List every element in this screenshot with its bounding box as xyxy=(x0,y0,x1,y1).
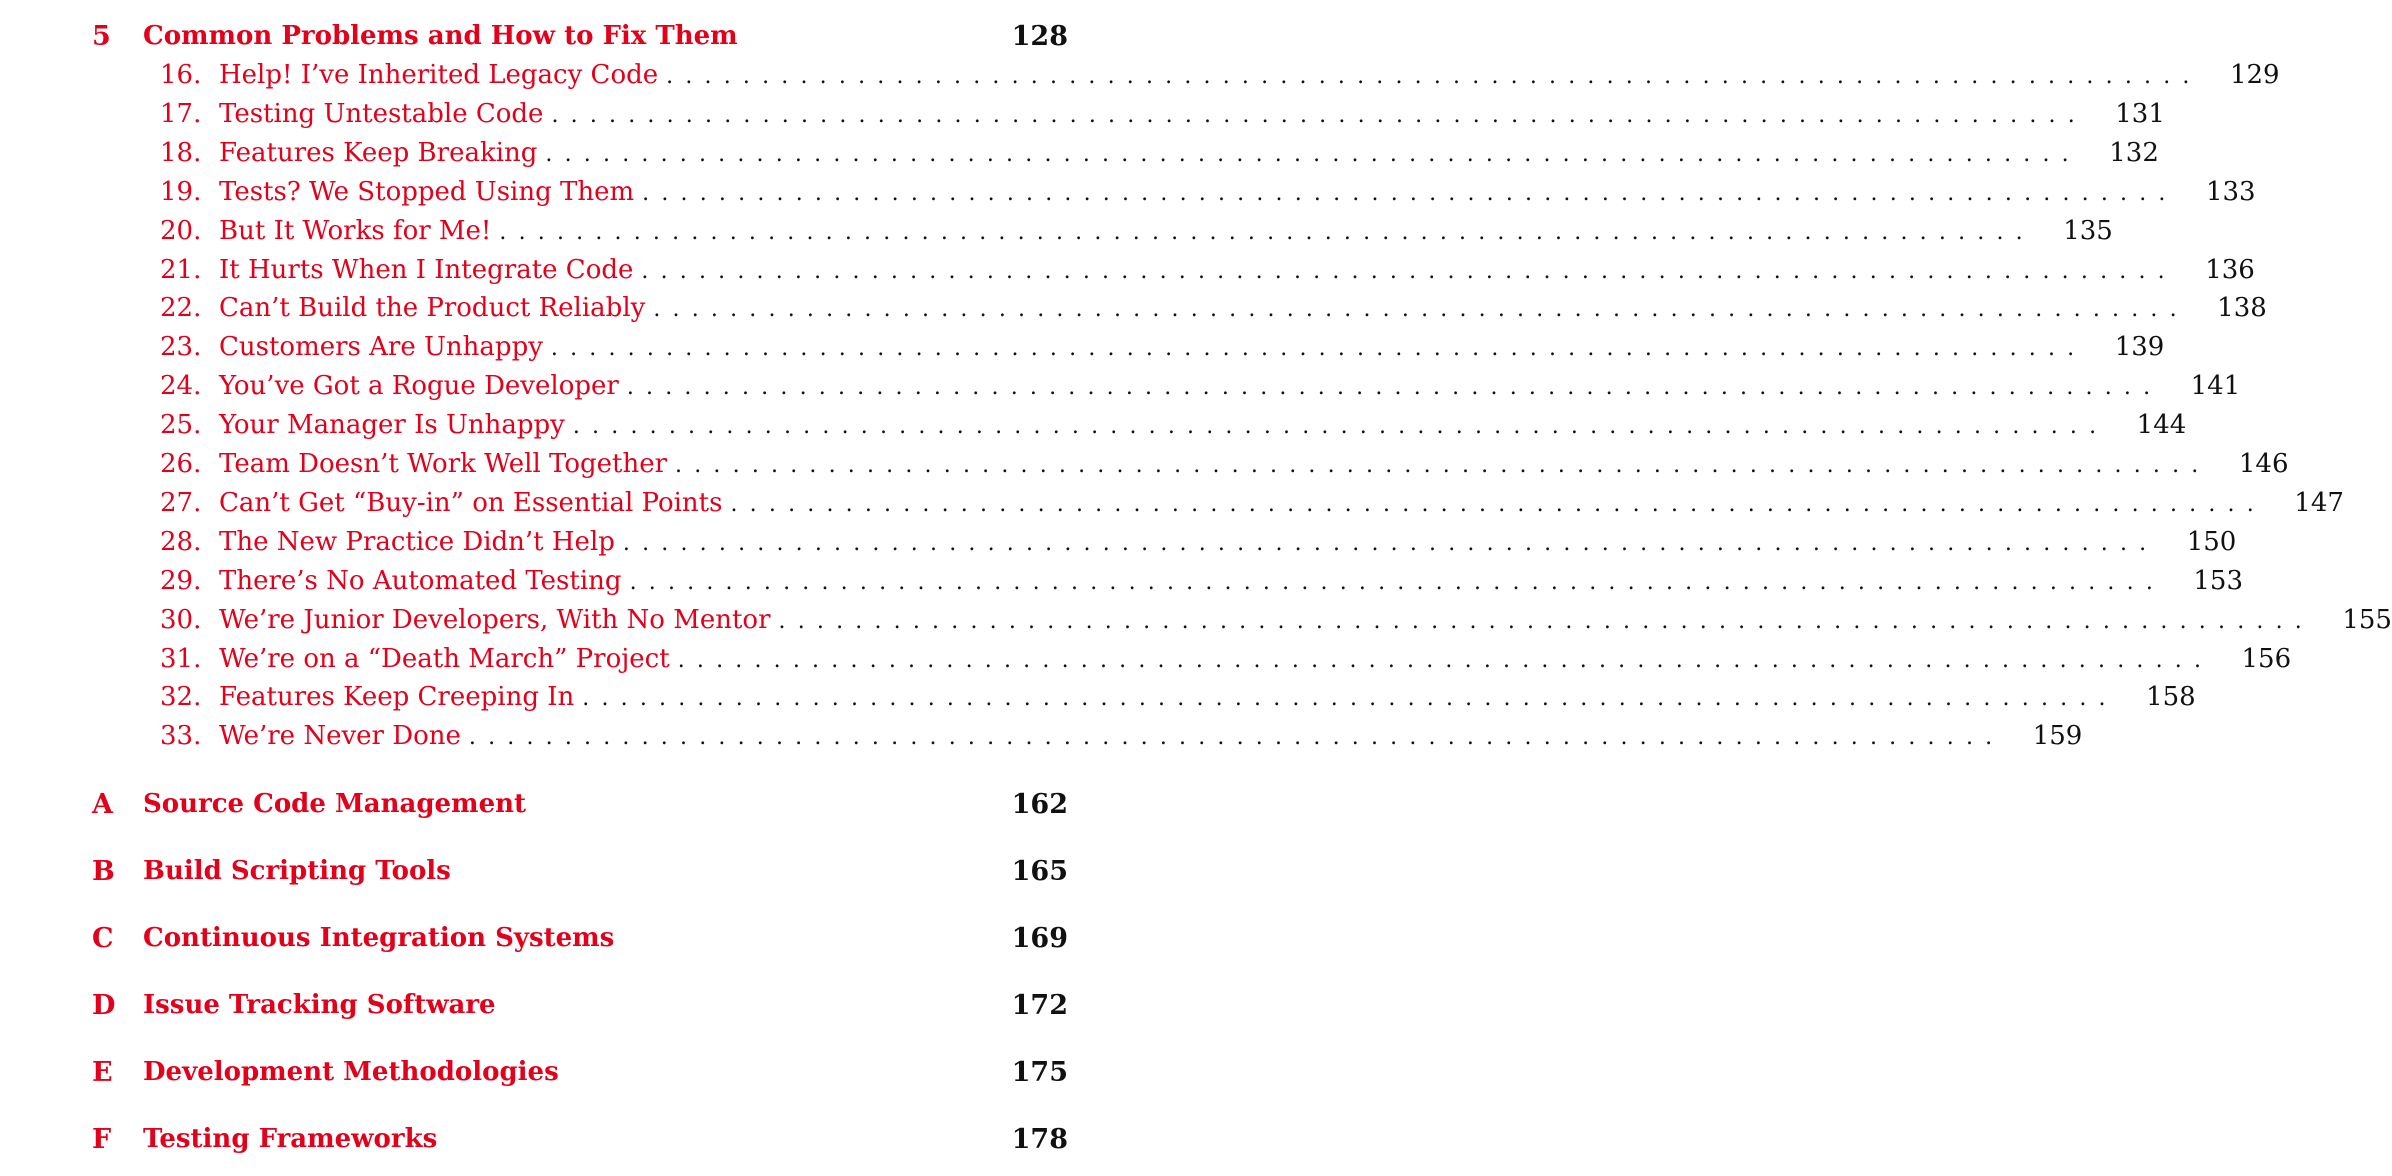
appendix-page: 162 xyxy=(1011,789,1068,820)
dot-leader: ................................................................................ xyxy=(622,530,2159,556)
appendix-title[interactable]: Build Scripting Tools xyxy=(143,856,451,886)
section-title[interactable]: We’re Never Done xyxy=(219,721,461,752)
appendix-title[interactable]: Testing Frameworks xyxy=(143,1124,438,1154)
section-page: 146 xyxy=(2238,449,2289,479)
section-number: 31. xyxy=(160,643,202,674)
section-number: 21. xyxy=(160,254,202,285)
appendix-entry[interactable] xyxy=(0,785,1238,824)
chapter-number: 5 xyxy=(92,21,111,52)
chapter-title[interactable]: Common Problems and How to Fix Them xyxy=(143,21,738,51)
section-entry[interactable] xyxy=(160,289,2267,328)
section-page: 129 xyxy=(2229,60,2280,90)
section-page: 131 xyxy=(2115,98,2165,129)
appendix-entry[interactable] xyxy=(0,986,1238,1025)
section-number: 32. xyxy=(160,682,202,713)
section-page: 139 xyxy=(2114,332,2165,363)
section-title[interactable]: Help! I’ve Inherited Legacy Code xyxy=(219,60,659,90)
dot-leader: ................................................................................ xyxy=(666,64,2202,89)
section-page: 133 xyxy=(2205,176,2256,207)
section-page: 156 xyxy=(2241,643,2292,674)
section-number: 33. xyxy=(160,721,202,752)
section-entry[interactable] xyxy=(160,717,2083,756)
section-title[interactable]: Can’t Get “Buy-in” on Essential Points xyxy=(219,487,723,518)
dot-leader: ................................................................................ xyxy=(778,608,2314,634)
section-title[interactable]: Your Manager Is Unhappy xyxy=(219,410,565,441)
section-number: 26. xyxy=(160,449,202,479)
dot-leader: ................................................................................ xyxy=(468,725,2005,751)
appendix-letter: C xyxy=(92,923,114,954)
section-title[interactable]: Can’t Build the Product Reliably xyxy=(219,293,646,324)
section-page: 138 xyxy=(2217,293,2267,324)
section-entry[interactable] xyxy=(160,251,2255,290)
appendix-letter: D xyxy=(92,990,116,1021)
section-number: 30. xyxy=(160,604,202,635)
section-page: 135 xyxy=(2063,215,2113,246)
appendix-letter: A xyxy=(92,789,113,820)
section-title[interactable]: Testing Untestable Code xyxy=(219,98,544,129)
appendix-entry[interactable] xyxy=(0,852,1238,891)
appendix-page: 175 xyxy=(1011,1057,1068,1088)
section-title[interactable]: Features Keep Creeping In xyxy=(219,682,575,713)
section-title[interactable]: There’s No Automated Testing xyxy=(219,565,622,596)
section-title[interactable]: Features Keep Breaking xyxy=(219,137,538,168)
section-entry[interactable] xyxy=(160,134,2159,173)
dot-leader: ................................................................................ xyxy=(551,102,2087,128)
appendix-page: 178 xyxy=(1011,1124,1068,1155)
section-entry[interactable] xyxy=(160,173,2256,212)
section-page: 150 xyxy=(2186,526,2237,557)
appendix-page: 165 xyxy=(1011,856,1068,887)
appendix-title[interactable]: Issue Tracking Software xyxy=(143,990,496,1020)
section-entry[interactable] xyxy=(160,601,2392,640)
section-title[interactable]: Customers Are Unhappy xyxy=(219,332,543,363)
dot-leader: ................................................................................ xyxy=(629,569,2166,595)
section-entry[interactable] xyxy=(160,640,2292,679)
section-title[interactable]: But It Works for Me! xyxy=(219,215,492,246)
appendix-entry[interactable] xyxy=(0,919,1238,958)
section-number: 28. xyxy=(160,526,202,557)
dot-leader: ................................................................................ xyxy=(545,141,2081,167)
section-entry[interactable] xyxy=(160,56,2280,95)
section-title[interactable]: We’re Junior Developers, With No Mentor xyxy=(219,604,771,635)
section-number: 24. xyxy=(160,371,202,402)
section-number: 19. xyxy=(160,176,202,207)
section-entry[interactable] xyxy=(160,328,2165,367)
chapter-page: 128 xyxy=(1011,21,1068,52)
section-page: 132 xyxy=(2109,137,2159,168)
section-page: 158 xyxy=(2146,682,2196,713)
section-entry[interactable] xyxy=(160,523,2237,562)
dot-leader: ................................................................................ xyxy=(642,180,2178,206)
section-number: 16. xyxy=(160,60,202,90)
appendix-entry[interactable] xyxy=(0,1120,1238,1159)
section-title[interactable]: We’re on a “Death March” Project xyxy=(219,643,670,674)
appendix-letter: E xyxy=(92,1057,113,1088)
appendix-entry[interactable] xyxy=(0,1053,1238,1092)
dot-leader: ................................................................................ xyxy=(626,375,2163,401)
section-title[interactable]: Tests? We Stopped Using Them xyxy=(219,176,635,207)
appendix-page: 169 xyxy=(1011,923,1068,954)
dot-leader: ................................................................................ xyxy=(499,219,2035,245)
dot-leader: ................................................................................ xyxy=(675,453,2211,478)
section-page: 155 xyxy=(2342,604,2392,635)
section-number: 17. xyxy=(160,98,202,129)
section-title[interactable]: The New Practice Didn’t Help xyxy=(219,526,615,557)
section-number: 18. xyxy=(160,137,202,168)
section-entry[interactable] xyxy=(160,562,2244,601)
dot-leader: ................................................................................ xyxy=(582,686,2118,712)
dot-leader: ................................................................................ xyxy=(641,258,2177,284)
appendix-title[interactable]: Source Code Management xyxy=(143,789,527,819)
section-page: 141 xyxy=(2190,371,2241,402)
chapter-entry[interactable] xyxy=(0,17,1238,56)
section-page: 153 xyxy=(2193,565,2244,596)
section-entry[interactable] xyxy=(160,445,2289,484)
section-number: 22. xyxy=(160,293,202,324)
section-number: 20. xyxy=(160,215,202,246)
appendix-letter: B xyxy=(92,856,115,887)
appendix-letter: F xyxy=(92,1124,112,1155)
section-page: 144 xyxy=(2136,410,2187,441)
section-number: 27. xyxy=(160,487,202,518)
dot-leader: ................................................................................ xyxy=(677,647,2214,673)
section-entry[interactable] xyxy=(160,212,2113,251)
section-entry[interactable] xyxy=(160,367,2241,406)
section-entry[interactable] xyxy=(160,678,2196,717)
section-page: 159 xyxy=(2032,721,2083,752)
section-number: 25. xyxy=(160,410,202,441)
section-title[interactable]: You’ve Got a Rogue Developer xyxy=(219,371,619,402)
section-page: 147 xyxy=(2294,487,2344,518)
dot-leader: ................................................................................ xyxy=(550,336,2087,362)
appendix-title[interactable]: Development Methodologies xyxy=(143,1057,559,1087)
section-number: 23. xyxy=(160,332,202,363)
section-page: 136 xyxy=(2205,254,2255,285)
appendix-page: 172 xyxy=(1011,990,1068,1021)
dot-leader: ................................................................................ xyxy=(572,414,2109,440)
section-entry[interactable] xyxy=(160,484,2344,523)
section-entry[interactable] xyxy=(160,406,2187,445)
section-title[interactable]: Team Doesn’t Work Well Together xyxy=(219,449,668,479)
section-number: 29. xyxy=(160,565,202,596)
appendix-title[interactable]: Continuous Integration Systems xyxy=(143,923,615,953)
dot-leader: ................................................................................ xyxy=(730,491,2266,517)
section-entry[interactable] xyxy=(160,95,2165,134)
section-title[interactable]: It Hurts When I Integrate Code xyxy=(219,254,634,285)
dot-leader: ................................................................................ xyxy=(653,297,2189,323)
